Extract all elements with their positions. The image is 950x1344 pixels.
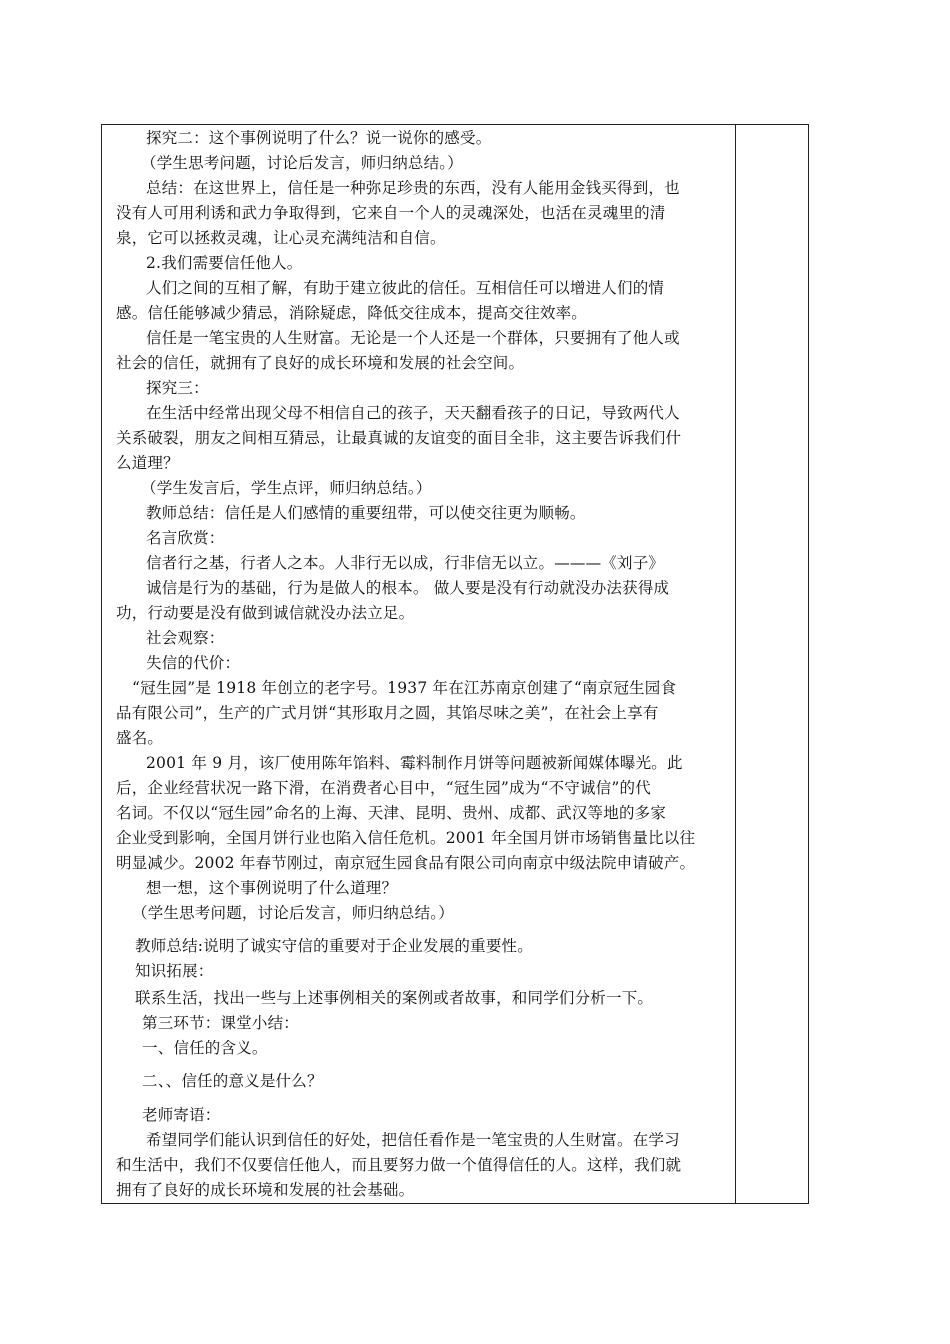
- text-line: 和生活中，我们不仅要信任他人，而且要努力做一个值得信任的人。这样，我们就: [116, 1156, 682, 1174]
- text-line: 教师总结:说明了诚实守信的重要对于企业发展的重要性。: [135, 937, 533, 955]
- text-line: 感。信任能够减少猜忌，消除疑虑，降低交往成本，提高交往效率。: [116, 304, 588, 322]
- text-line: 在生活中经常出现父母不相信自己的孩子，天天翻看孩子的日记，导致两代人: [146, 404, 680, 422]
- text-line: 品有限公司”，生产的广式月饼“其形取月之圆，其馅尽味之美”，在社会上享有: [116, 704, 659, 722]
- text-line: （学生思考问题，讨论后发言，师归纳总结。）: [132, 904, 454, 922]
- text-line: 关系破裂，朋友之间相互猜忌，让最真诚的友谊变的面目全非，这主要告诉我们什: [116, 429, 682, 447]
- text-line: （学生发言后，学生点评，师归纳总结。）: [141, 479, 432, 497]
- lesson-content-cell: [102, 125, 735, 1203]
- text-line: 第三环节：课堂小结：: [142, 1014, 300, 1032]
- text-line: 么道理？: [116, 454, 179, 472]
- text-line: 社会的信任，就拥有了良好的成长环境和发展的社会空间。: [116, 354, 525, 372]
- text-line: 企业受到影响，全国月饼行业也陷入信任危机。2001 年全国月饼市场销售量比以往: [116, 829, 696, 847]
- text-line: 功，行动要是没有做到诚信就没办法立足。: [116, 604, 415, 622]
- text-line: 明显减少。2002 年春节刚过，南京冠生园食品有限公司向南京中级法院申请破产。: [116, 854, 696, 872]
- lesson-table: [101, 124, 809, 1204]
- text-line: 二、、信任的意义是什么？: [142, 1072, 323, 1090]
- text-line: 联系生活，找出一些与上述事例相关的案例或者故事，和同学们分析一下。: [135, 989, 654, 1007]
- text-line: 失信的代价：: [146, 654, 241, 672]
- text-line: 信者行之基，行者人之本。人非行无以成，行非信无以立。———《刘子》: [146, 554, 665, 572]
- text-line: 后，企业经营状况一路下滑，在消费者心目中，“冠生园”成为“不守诚信”的代: [116, 779, 651, 797]
- text-line: 总结：在这世界上，信任是一种弥足珍贵的东西，没有人能用金钱买得到，也: [146, 179, 680, 197]
- text-line: 名词。不仅以“冠生园”命名的上海、天津、昆明、贵州、成都、武汉等地的多家: [116, 804, 667, 822]
- text-line: 2001 年 9 月，该厂使用陈年馅料、霉料制作月饼等问题被新闻媒体曝光。此: [146, 754, 683, 772]
- text-line: 一、信任的含义。: [142, 1039, 268, 1057]
- text-line: 没有人可用利诱和武力争取得到，它来自一个人的灵魂深处，也活在灵魂里的清: [116, 204, 666, 222]
- text-line: 希望同学们能认识到信任的好处，把信任看作是一笔宝贵的人生财富。在学习: [146, 1131, 680, 1149]
- text-line: 人们之间的互相了解，有助于建立彼此的信任。互相信任可以增进人们的情: [146, 279, 665, 297]
- text-line: 拥有了良好的成长环境和发展的社会基础。: [116, 1181, 415, 1199]
- text-line: 泉，它可以拯救灵魂，让心灵充满纯洁和自信。: [116, 229, 446, 247]
- text-line: 名言欣赏：: [146, 529, 225, 547]
- text-line: 知识拓展：: [135, 962, 214, 980]
- text-line: 社会观察：: [146, 629, 225, 647]
- text-line: 教师总结：信任是人们感情的重要纽带，可以使交往更为顺畅。: [146, 504, 586, 522]
- text-line: 想一想，这个事例说明了什么道理？: [146, 879, 398, 897]
- text-line: 探究三：: [146, 379, 209, 397]
- text-line: （学生思考问题，讨论后发言，师归纳总结。）: [141, 154, 463, 172]
- text-line: 老师寄语：: [142, 1106, 221, 1124]
- text-line: 探究二：这个事例说明了什么？说一说你的感受。: [146, 129, 492, 147]
- text-line: 2.我们需要信任他人。: [146, 254, 303, 272]
- text-line: “冠生园”是 1918 年创立的老字号。1937 年在江苏南京创建了“南京冠生园食: [132, 679, 677, 697]
- text-line: 盛名。: [116, 729, 164, 747]
- column-divider: [735, 125, 736, 1203]
- text-line: 信任是一笔宝贵的人生财富。无论是一个人还是一个群体，只要拥有了他人或: [146, 329, 680, 347]
- text-line: 诚信是行为的基础，行为是做人的根本。 做人要是没有行动就没办法获得成: [146, 579, 670, 597]
